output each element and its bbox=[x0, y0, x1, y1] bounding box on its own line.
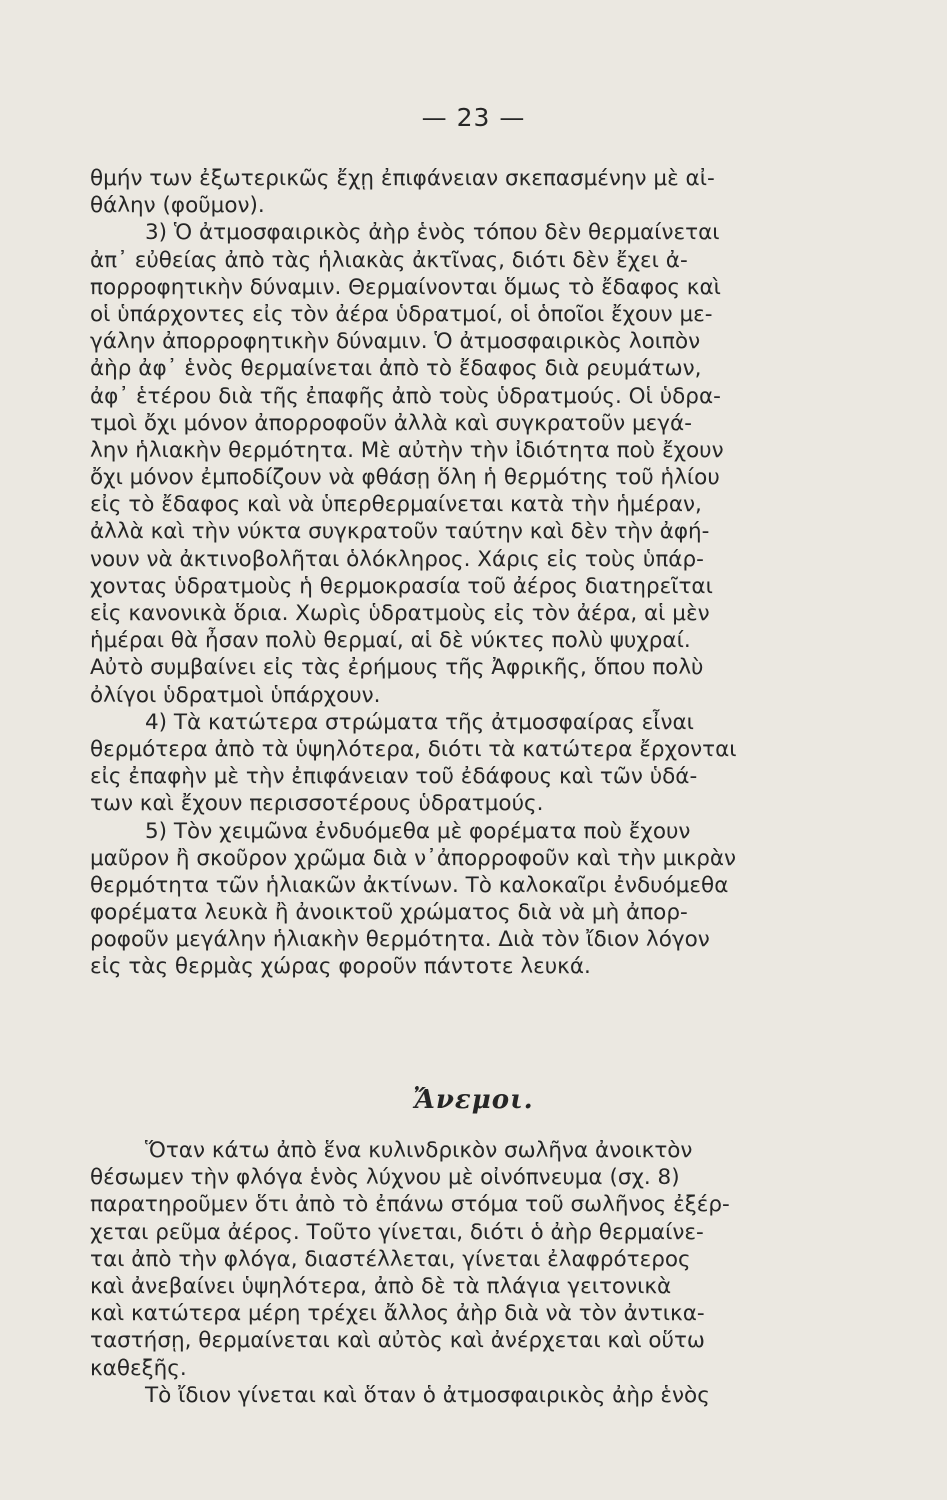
body-text-block bbox=[90, 165, 860, 981]
text-line: θάλην (φοῦμον). bbox=[90, 193, 265, 219]
body-text-block bbox=[90, 1137, 860, 1409]
text-line: ἀφ᾿ ἑτέρου διὰ τῆς ἐπαφῆς ἀπὸ τοὺς ὑδρατμούς. Οἱ ὑδρα- bbox=[90, 383, 721, 409]
text-line: χοντας ὑδρατμοὺς ἡ θερμοκρασία τοῦ ἀέρος διατηρεῖται bbox=[90, 573, 713, 599]
text-line: οἱ ὑπάρχοντες εἰς τὸν ἀέρα ὑδρατμοί, οἱ ὁποῖοι ἔχουν με- bbox=[90, 301, 713, 327]
text-line: Ὅταν κάτω ἀπὸ ἕνα κυλινδρικὸν σωλῆνα ἀνοικτὸν bbox=[145, 1138, 693, 1163]
text-line: τμοὶ ὄχι μόνον ἀπορροφοῦν ἀλλὰ καὶ συγκρατοῦν μεγά- bbox=[90, 410, 692, 436]
text-line: λην ἡλιακὴν θερμότητα. Μὲ αὐτὴν τὴν ἰδιότητα ποὺ ἔχουν bbox=[90, 437, 724, 463]
text-line: πορροφητικὴν δύναμιν. Θερμαίνονται ὅμως τὸ ἔδαφος καὶ bbox=[90, 274, 721, 300]
text-line: φορέματα λευκὰ ἢ ἀνοικτοῦ χρώματος διὰ νὰ μὴ ἀπορ- bbox=[90, 900, 688, 926]
text-line: Τὸ ἴδιον γίνεται καὶ ὅταν ὁ ἀτμοσφαιρικὸς ἀὴρ ἑνὸς bbox=[145, 1382, 710, 1408]
text-line: ται ἀπὸ τὴν φλόγα, διαστέλλεται, γίνεται ἐλαφρότερος bbox=[90, 1246, 691, 1272]
text-line: 5) Τὸν χειμῶνα ἐνδυόμεθα μὲ φορέματα ποὺ ἔχουν bbox=[145, 818, 691, 844]
text-line: νουν νὰ ἀκτινοβολῆται ὁλόκληρος. Χάρις εἰς τοὺς ὑπάρ- bbox=[90, 546, 704, 572]
text-line: θερμότητα τῶν ἡλιακῶν ἀκτίνων. Τὸ καλοκαῖρι ἐνδυόμεθα bbox=[90, 872, 729, 898]
text-line: ὄχι μόνον ἐμποδίζουν νὰ φθάσῃ ὅλη ἡ θερμότης τοῦ ἡλίου bbox=[90, 465, 720, 491]
text-line: των καὶ ἔχουν περισσοτέρους ὑδρατμούς. bbox=[90, 791, 544, 817]
text-line: ροφοῦν μεγάλην ἡλιακὴν θερμότητα. Διὰ τὸν ἴδιον λόγον bbox=[90, 927, 710, 953]
text-line: ἀὴρ ἀφ᾿ ἑνὸς θερμαίνεται ἀπὸ τὸ ἔδαφος διὰ ρευμάτων, bbox=[90, 356, 702, 382]
text-line: ταστήσῃ, θερμαίνεται καὶ αὐτὸς καὶ ἀνέρχεται καὶ οὕτω bbox=[90, 1328, 705, 1354]
text-line: καθεξῆς. bbox=[90, 1355, 187, 1381]
text-line: Αὐτὸ συμβαίνει εἰς τὰς ἐρήμους τῆς Ἀφρικῆς, ὅπου πολὺ bbox=[90, 655, 704, 681]
text-line: καὶ ἀνεβαίνει ὑψηλότερα, ἀπὸ δὲ τὰ πλάγια γειτονικὰ bbox=[90, 1273, 672, 1299]
text-line: ἡμέραι θὰ ἦσαν πολὺ θερμαί, αἱ δὲ νύκτες πολὺ ψυχραί. bbox=[90, 628, 691, 654]
text-line: ἀπ᾿ εὐθείας ἀπὸ τὰς ἡλιακὰς ἀκτῖνας, διότι δὲν ἔχει ἀ- bbox=[90, 247, 688, 273]
text-line: θμήν των ἐξωτερικῶς ἔχῃ ἐπιφάνειαν σκεπασμένην μὲ αἰ- bbox=[90, 166, 715, 191]
text-line: μαῦρον ἢ σκοῦρον χρῶμα διὰ ν᾿ἀπορροφοῦν καὶ τὴν μικρὰν bbox=[90, 845, 737, 871]
text-line: καὶ κατώτερα μέρη τρέχει ἄλλος ἀὴρ διὰ νὰ τὸν ἀντικα- bbox=[90, 1301, 705, 1327]
text-line: γάλην ἀπορροφητικὴν δύναμιν. Ὁ ἀτμοσφαιρικὸς λοιπὸν bbox=[90, 329, 701, 355]
text-line: χεται ρεῦμα ἀέρος. Τοῦτο γίνεται, διότι ὁ ἀὴρ θερμαίνε- bbox=[90, 1219, 704, 1245]
text-line: παρατηροῦμεν ὅτι ἀπὸ τὸ ἐπάνω στόμα τοῦ σωλῆνος ἐξέρ- bbox=[90, 1192, 730, 1218]
text-line: ἀλλὰ καὶ τὴν νύκτα συγκρατοῦν ταύτην καὶ δὲν τὴν ἀφή- bbox=[90, 519, 710, 545]
text-line: 3) Ὁ ἀτμοσφαιρικὸς ἀὴρ ἑνὸς τόπου δὲν θερμαίνεται bbox=[145, 220, 720, 246]
text-line: ὀλίγοι ὑδρατμοὶ ὑπάρχουν. bbox=[90, 682, 381, 708]
section-heading: Ἄνεμοι. bbox=[413, 1085, 534, 1115]
text-line: θέσωμεν τὴν φλόγα ἑνὸς λύχνου μὲ οἰνόπνευμα (σχ. 8) bbox=[90, 1165, 680, 1191]
text-line: 4) Τὰ κατώτερα στρώματα τῆς ἀτμοσφαίρας εἶναι bbox=[145, 709, 694, 735]
text-line: εἰς κανονικὰ ὅρια. Χωρὶς ὑδρατμοὺς εἰς τὸν ἀέρα, αἱ μὲν bbox=[90, 601, 710, 626]
page-number: — 23 — bbox=[421, 103, 526, 132]
text-line: εἰς ἐπαφὴν μὲ τὴν ἐπιφάνειαν τοῦ ἐδάφους καὶ τῶν ὑδά- bbox=[90, 764, 698, 790]
text-line: εἰς τὸ ἔδαφος καὶ νὰ ὑπερθερμαίνεται κατὰ τὴν ἡμέραν, bbox=[90, 492, 702, 518]
text-line: θερμότερα ἀπὸ τὰ ὑψηλότερα, διότι τὰ κατώτερα ἔρχονται bbox=[90, 736, 737, 762]
text-line: εἰς τὰς θερμὰς χώρας φοροῦν πάντοτε λευκά. bbox=[90, 954, 591, 980]
